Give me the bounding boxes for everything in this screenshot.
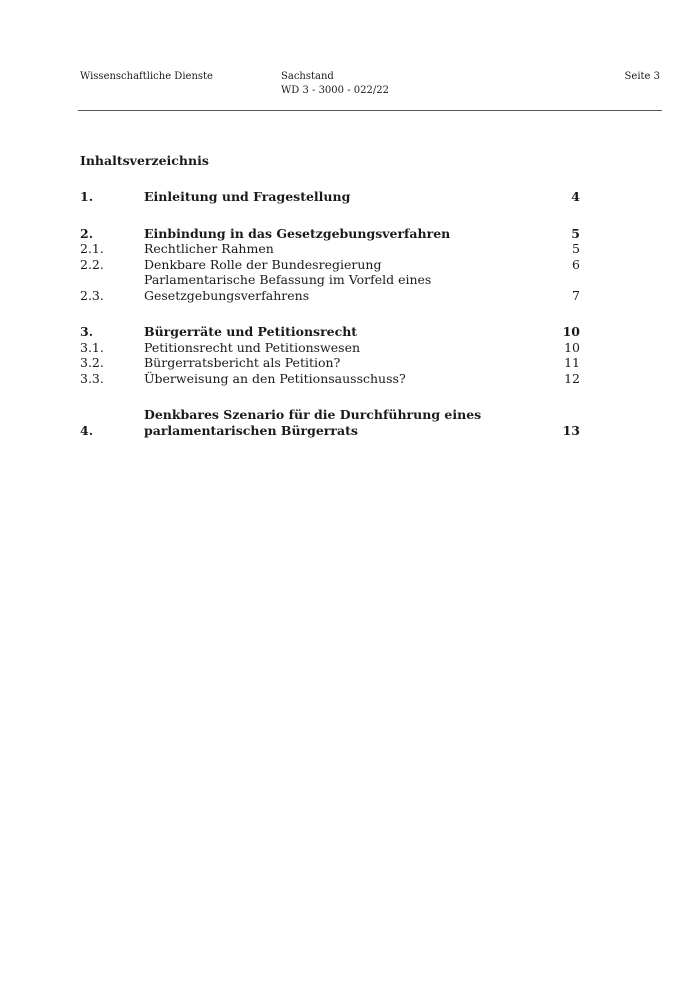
toc-entry-title-line: Bürgerräte und Petitionsrecht — [144, 324, 358, 339]
toc-entry-title-line: Bürgerratsbericht als Petition? — [144, 355, 341, 370]
table-of-contents — [80, 189, 580, 459]
toc-entry-number: 3.3. — [80, 370, 104, 386]
toc-section-group — [80, 407, 580, 438]
toc-entry-title-line: parlamentarischen Bürgerrats — [144, 422, 358, 438]
toc-entry-number: 2. — [80, 225, 94, 241]
toc-entry-title-line: Denkbares Szenario für die Durchführung eines — [144, 407, 482, 422]
toc-subsection-entry[interactable] — [80, 371, 580, 387]
toc-entry-page: 5 — [571, 225, 580, 241]
toc-entry-title — [144, 272, 540, 303]
toc-entry-page: 10 — [564, 339, 580, 355]
toc-entry-title-line: Einleitung und Fragestellung — [144, 189, 351, 204]
toc-section-group — [80, 189, 580, 205]
toc-entry-number: 2.1. — [80, 241, 104, 256]
toc-entry-page: 6 — [572, 256, 580, 272]
header-document-info — [281, 70, 389, 98]
header-divider — [78, 110, 662, 111]
toc-entry-page: 13 — [562, 422, 580, 438]
toc-entry-number: 4. — [80, 422, 94, 438]
toc-entry-number: 3. — [80, 324, 94, 339]
toc-entry-number: 3.1. — [80, 339, 104, 355]
toc-subsection-entry[interactable] — [80, 241, 580, 257]
toc-entry-title — [144, 371, 540, 387]
toc-entry-page: 10 — [562, 324, 580, 339]
toc-section-entry[interactable] — [80, 189, 580, 205]
toc-section-group — [80, 324, 580, 386]
toc-entry-title-line: Denkbare Rolle der Bundesregierung — [144, 256, 382, 272]
toc-entry-page: 4 — [571, 189, 580, 204]
toc-section-entry[interactable] — [80, 324, 580, 340]
toc-section-entry[interactable] — [80, 407, 580, 438]
toc-subsection-entry[interactable] — [80, 355, 580, 371]
toc-entry-title-line: Gesetzgebungsverfahrens — [144, 287, 310, 303]
header-doc-number: WD 3 - 3000 - 022/22 — [281, 85, 389, 96]
toc-entry-title — [144, 241, 540, 257]
toc-entry-number: 2.2. — [80, 256, 104, 272]
toc-entry-page: 11 — [564, 355, 580, 370]
toc-entry-title-line: Parlamentarische Befassung im Vorfeld eines — [144, 272, 432, 287]
toc-entry-page: 7 — [572, 287, 580, 303]
toc-entry-title — [144, 226, 540, 242]
header-organization: Wissenschaftliche Dienste — [80, 71, 213, 82]
toc-subsection-entry[interactable] — [80, 340, 580, 356]
header-doc-type: Sachstand — [281, 71, 334, 82]
toc-subsection-entry[interactable] — [80, 257, 580, 273]
toc-entry-title-line: Einbindung in das Gesetzgebungsverfahren — [144, 225, 451, 241]
toc-title: Inhaltsverzeichnis — [80, 153, 209, 168]
toc-entry-title-line: Rechtlicher Rahmen — [144, 241, 274, 256]
toc-entry-title-line: Überweisung an den Petitionsausschuss? — [144, 370, 406, 386]
toc-entry-title — [144, 324, 540, 340]
toc-section-group — [80, 226, 580, 304]
toc-entry-page: 12 — [564, 370, 580, 386]
toc-entry-number: 1. — [80, 189, 94, 204]
toc-entry-number: 3.2. — [80, 355, 104, 370]
toc-entry-title — [144, 340, 540, 356]
header-page-number: Seite 3 — [624, 71, 660, 82]
toc-section-entry[interactable] — [80, 226, 580, 242]
toc-entry-title — [144, 189, 540, 205]
toc-entry-title-line: Petitionsrecht und Petitionswesen — [144, 339, 361, 355]
toc-subsection-entry[interactable] — [80, 272, 580, 303]
toc-entry-number: 2.3. — [80, 287, 104, 303]
toc-entry-title — [144, 407, 540, 438]
toc-entry-title — [144, 257, 540, 273]
toc-entry-title — [144, 355, 540, 371]
page-header — [80, 70, 660, 110]
toc-entry-page: 5 — [572, 241, 580, 256]
